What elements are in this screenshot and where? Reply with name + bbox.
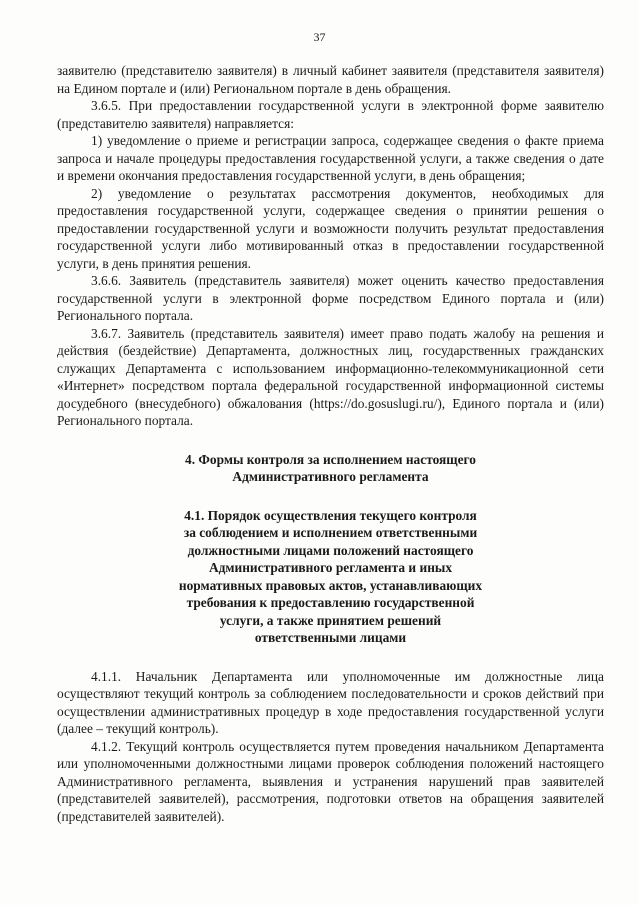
subsection-heading-line: нормативных правовых актов, устанавливающих [178,577,483,593]
subsection-heading-line: Административного регламента и иных [208,560,453,575]
page-number: 37 [313,30,326,44]
list-item-2: 2) уведомление о результатах рассмотрения документов, необходимых для предоставления государственной услуги, содержащее сведения о принятии решения о предоставлении государственной услуги и возможности получить результат предоставления государственной услуги либо мотивированный отказ в предоставлении государственной услуги, в день принятия решения. [57,185,604,271]
paragraph-3-6-6: 3.6.6. Заявитель (представитель заявителя) может оценить качество предоставления государственной услуги в электронной форме посредством Единого портала и (или) Регионального портала. [57,273,604,323]
subsection-heading-line: за соблюдением и исполнением ответственными [183,525,478,540]
paragraph-4-1-1: 4.1.1. Начальник Департамента или уполномоченные им должностные лица осуществляют текущий контроль за соблюдением последовательности и сроков действий при осуществлении административных процедур в ходе предоставления государственной услуги (далее – текущий контроль). [57,668,604,736]
section-heading-line: 4. Формы контроля за исполнением настоящего [185,451,476,467]
subsection-heading-line: 4.1. Порядок осуществления текущего контроля [184,507,477,523]
document-body [57,62,604,825]
subsection-heading [57,507,604,647]
paragraph-3-6-5: 3.6.5. При предоставлении государственной услуги в электронной форме заявителю (представителю заявителя) направляется: [57,98,604,131]
list-item-1: 1) уведомление о приеме и регистрации запроса, содержащее сведения о факте приема запроса и начале процедуры предоставления государственной услуги, а также сведения о дате и времени окончания предоставления государственной услуги, в день обращения; [57,133,604,183]
subsection-heading-line: ответственными лицами [254,630,407,645]
section-heading-line: Административного регламента [232,469,429,484]
subsection-heading-line: требования к предоставлению государственной [186,595,475,610]
section-heading [57,451,604,486]
subsection-heading-line: должностными лицами положений настоящего [187,542,474,558]
paragraph-3-6-7: 3.6.7. Заявитель (представитель заявителя) имеет право подать жалобу на решения и действия (бездействие) Департамента, должностных лиц, государственных гражданских служащих Департамента с использованием информационно-телекоммуникационной сети «Интернет» посредством портала федеральной государственной информационной системы досудебного (внесудебного) обжалования (https://do.gosuslugi.ru/), Единого портала и (или) Регионального портала. [57,325,604,428]
paragraph-4-1-2: 4.1.2. Текущий контроль осуществляется путем проведения начальником Департамента или уполномоченными должностными лицами проверок соблюдения положений настоящего Административного регламента, выявления и устранения нарушений прав заявителей (представителей заявителей), рассмотрения, подготовки ответов на обращения заявителей (представителей заявителей). [57,738,604,824]
paragraph-continuation: заявителю (представителю заявителя) в личный кабинет заявителя (представителя заявителя) на Едином портале и (или) Региональном портале в день обращения. [57,63,604,96]
subsection-heading-line: услуги, а также принятием решений [219,612,442,628]
